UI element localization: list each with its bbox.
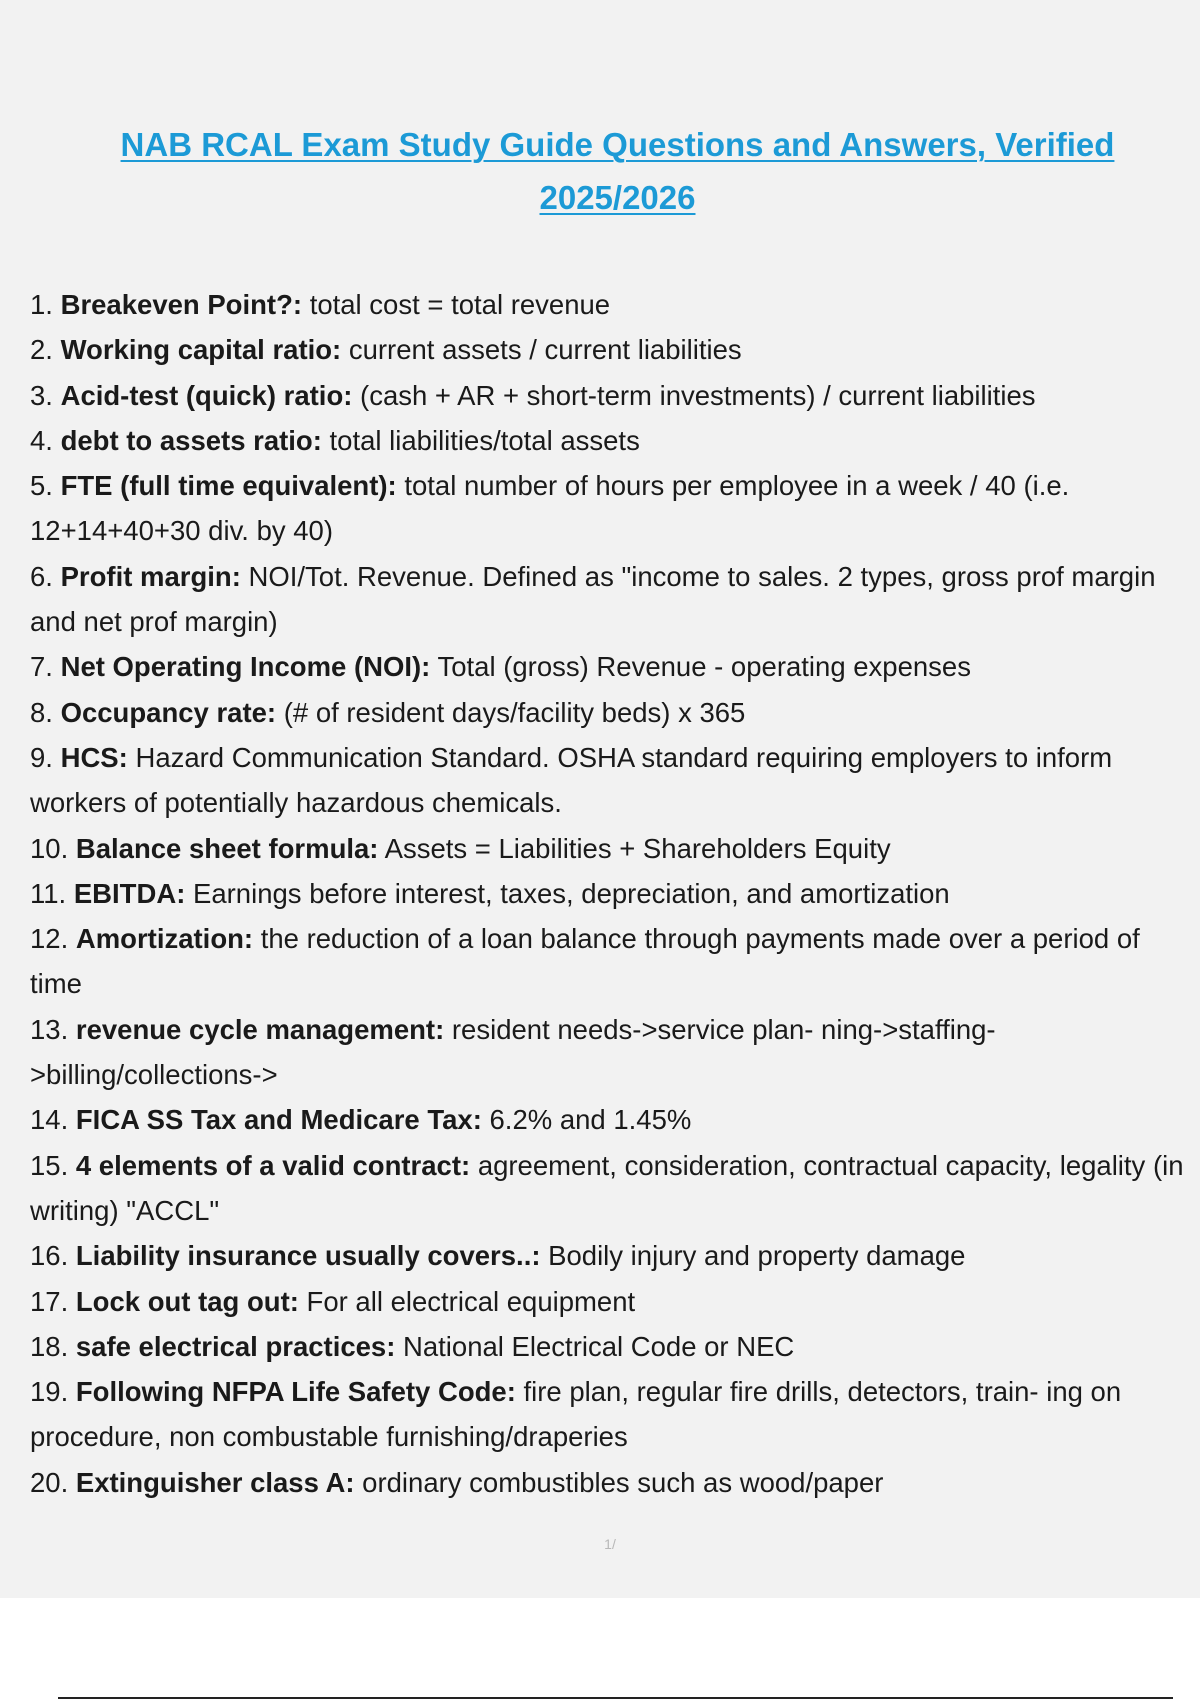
item-definition: total liabilities/total assets [329, 424, 640, 456]
item-term: FTE (full time equivalent): [60, 470, 397, 502]
qa-item-13 [30, 1007, 1190, 1098]
item-definition: resident needs->service plan- ning->staffing->billing/collections-> [30, 1013, 996, 1091]
item-term: Acid-test (quick) ratio: [60, 379, 353, 411]
item-number: 9. [30, 741, 53, 773]
item-number: 6. [30, 560, 53, 592]
item-term: Amortization: [75, 923, 254, 955]
item-definition: Bodily injury and property damage [548, 1240, 966, 1272]
item-term: Lock out tag out: [75, 1285, 299, 1317]
qa-item-1 [30, 282, 1190, 327]
item-number: 19. [30, 1376, 69, 1408]
item-number: 4. [30, 424, 53, 456]
item-definition: ordinary combustibles such as wood/paper [362, 1466, 884, 1498]
item-term: debt to assets ratio: [60, 424, 322, 456]
item-term: Working capital ratio: [60, 334, 342, 366]
item-term: Following NFPA Life Safety Code: [75, 1376, 516, 1408]
item-definition: Earnings before interest, taxes, depreciation, and amortization [193, 877, 950, 909]
qa-item-11 [30, 871, 1190, 916]
item-term: Net Operating Income (NOI): [60, 651, 431, 683]
qa-item-2 [30, 327, 1190, 372]
item-number: 14. [30, 1104, 69, 1136]
qa-item-15 [30, 1143, 1190, 1234]
item-definition: Total (gross) Revenue - operating expenses [437, 651, 971, 683]
qa-item-12 [30, 916, 1190, 1007]
qa-item-4 [30, 418, 1190, 463]
item-number: 2. [30, 334, 53, 366]
item-number: 12. [30, 923, 69, 955]
item-term: 4 elements of a valid contract: [75, 1149, 471, 1181]
item-definition: current assets / current liabilities [348, 334, 742, 366]
item-definition: National Electrical Code or NEC [403, 1330, 795, 1362]
item-number: 5. [30, 470, 53, 502]
item-number: 1. [30, 289, 53, 320]
qa-item-10 [30, 826, 1190, 871]
item-term: safe electrical practices: [75, 1330, 396, 1362]
item-definition: For all electrical equipment [306, 1285, 636, 1317]
qa-item-19 [30, 1369, 1190, 1460]
item-definition: (cash + AR + short-term investments) / current liabilities [360, 379, 1036, 411]
qa-item-9 [30, 735, 1190, 826]
item-definition: total cost = total revenue [309, 289, 611, 320]
item-number: 16. [30, 1240, 69, 1272]
qa-item-14 [30, 1097, 1190, 1142]
item-term: Extinguisher class A: [75, 1466, 355, 1498]
item-term: Liability insurance usually covers..: [75, 1240, 541, 1272]
document-title: NAB RCAL Exam Study Guide Questions and Answers, Verified 2025/2026 [120, 126, 1115, 216]
item-term: FICA SS Tax and Medicare Tax: [75, 1104, 482, 1136]
item-definition: total number of hours per employee in a week / 40 (i.e. 12+14+40+30 div. by 40) [30, 470, 1070, 547]
item-definition: 6.2% and 1.45% [489, 1104, 692, 1136]
item-definition: agreement, consideration, contractual capacity, legality (in writing) "ACCL" [30, 1149, 1184, 1226]
item-definition: Hazard Communication Standard. OSHA standard requiring employers to inform workers of potentially hazardous chemicals. [30, 741, 1113, 819]
item-term: EBITDA: [73, 877, 186, 909]
item-term: Balance sheet formula: [75, 832, 379, 864]
item-number: 11. [30, 877, 67, 909]
item-number: 3. [30, 379, 53, 411]
item-number: 10. [30, 832, 69, 864]
qa-item-18 [30, 1324, 1190, 1369]
item-number: 17. [30, 1285, 69, 1317]
qa-item-7 [30, 644, 1190, 689]
item-definition: fire plan, regular fire drills, detectors, train- ing on procedure, non combustable furnishing/draperies [30, 1376, 1122, 1453]
qa-list [30, 282, 1190, 1505]
page-number: 1/ [604, 1536, 616, 1552]
item-definition: (# of resident days/facility beds) x 365 [283, 696, 746, 728]
item-number: 13. [30, 1013, 69, 1045]
item-term: revenue cycle management: [75, 1013, 445, 1045]
qa-item-17 [30, 1279, 1190, 1324]
qa-item-20 [30, 1460, 1190, 1505]
qa-item-8 [30, 690, 1190, 735]
item-number: 20. [30, 1466, 69, 1498]
qa-item-3 [30, 373, 1190, 418]
item-number: 15. [30, 1149, 69, 1181]
item-definition: the reduction of a loan balance through payments made over a period of time [30, 923, 1140, 1000]
item-term: Occupancy rate: [60, 696, 277, 728]
item-definition: NOI/Tot. Revenue. Defined as "income to sales. 2 types, gross prof margin and net prof margin) [30, 560, 1156, 638]
item-definition: Assets = Liabilities + Shareholders Equity [384, 832, 891, 864]
item-number: 7. [30, 651, 53, 683]
item-term: Profit margin: [60, 560, 241, 592]
item-number: 8. [30, 696, 53, 728]
footer-divider [58, 1697, 1173, 1699]
qa-item-5 [30, 463, 1190, 554]
item-number: 18. [30, 1330, 69, 1362]
qa-item-16 [30, 1233, 1190, 1278]
qa-item-6 [30, 554, 1190, 645]
item-term: Breakeven Point?: [60, 289, 303, 320]
item-term: HCS: [60, 741, 128, 773]
